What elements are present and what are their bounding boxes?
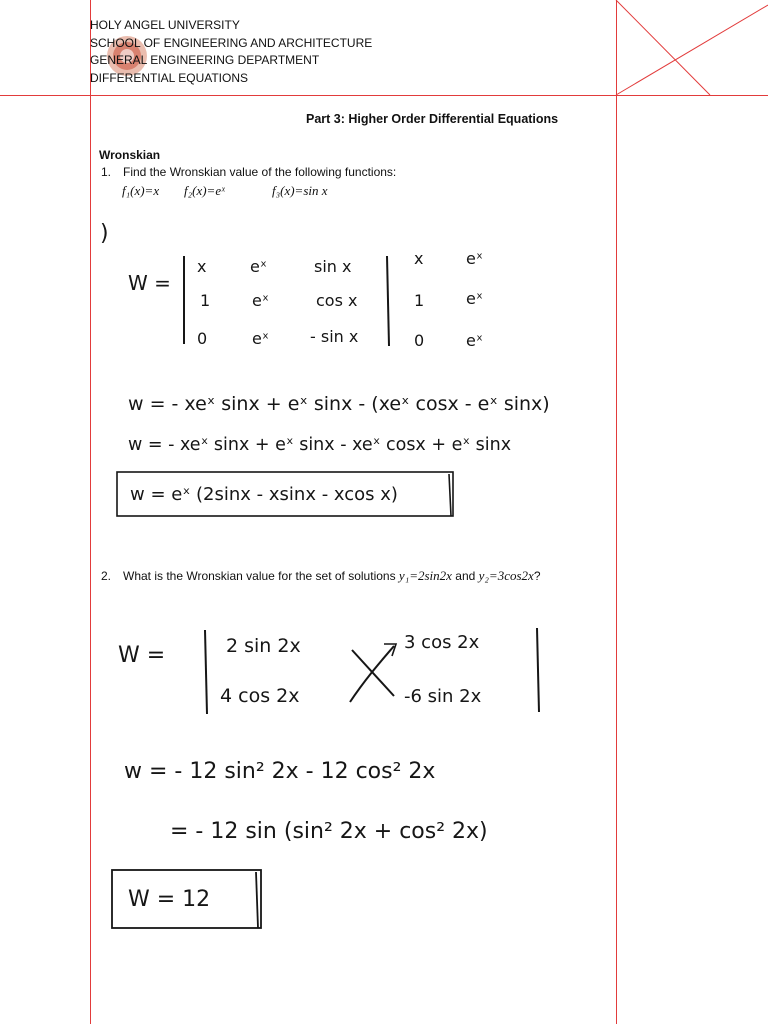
matrix-2-r2c1: 4 cos 2x — [220, 685, 300, 707]
extra-col-r1c1: x — [414, 249, 424, 268]
course-name: DIFFERENTIAL EQUATIONS — [90, 70, 249, 85]
solution-1-line-2: w = - xeˣ sinx + eˣ sinx - xeˣ cosx + eˣ sinx — [128, 435, 512, 455]
extra-col-r2c1: 1 — [414, 291, 425, 310]
extra-col-r1c2: eˣ — [466, 249, 483, 268]
solution-2-line-2: = - 12 sin (sin² 2x + cos² 2x) — [170, 819, 488, 844]
school-name: SCHOOL OF ENGINEERING AND ARCHITECTURE — [90, 35, 373, 50]
matrix-2-left-bar — [205, 630, 207, 714]
part-title: Part 3: Higher Order Differential Equations — [306, 112, 559, 126]
matrix-1-r3c3: - sin x — [310, 327, 359, 346]
solution-1-w-label: W = — [128, 271, 171, 295]
extra-col-r2c2: eˣ — [466, 289, 483, 308]
extra-col-r3c2: eˣ — [466, 331, 483, 350]
extra-col-r3c1: 0 — [414, 331, 425, 350]
solution-2-w-label: W = — [118, 643, 166, 668]
matrix-2-r2c2: -6 sin 2x — [404, 686, 482, 707]
solution-2-line-1: w = - 12 sin² 2x - 12 cos² 2x — [124, 759, 436, 784]
question-2-text-before: What is the Wronskian value for the set of solutions — [123, 569, 399, 583]
matrix-1-r1c3: sin x — [314, 257, 352, 276]
solution-1-mark: ) — [100, 221, 109, 246]
question-2-text-mid: and — [451, 569, 479, 583]
matrix-1-r2c2: eˣ — [252, 291, 269, 310]
question-1-number: 1. — [101, 165, 112, 179]
matrix-1-r2c3: cos x — [316, 291, 358, 310]
matrix-2-r1c1: 2 sin 2x — [226, 635, 301, 657]
question-1-text: Find the Wronskian value of the following functions: — [123, 165, 397, 179]
function-f3: f₃(x)=sin x — [272, 183, 328, 198]
matrix-2-right-bar — [537, 628, 539, 712]
matrix-1-r3c1: 0 — [197, 329, 208, 348]
department-name: GENERAL ENGINEERING DEPARTMENT — [90, 53, 320, 67]
function-f2: f₂(x)=eˣ — [184, 183, 225, 198]
function-f1: f₁(x)=x — [122, 183, 160, 198]
matrix-1-r3c2: eˣ — [252, 329, 269, 348]
solution-1-answer: w = eˣ (2sinx - xsinx - xcos x) — [130, 484, 398, 505]
solution-y2: y₂=3cos2x — [478, 568, 534, 583]
answer-box-2-double-edge — [256, 872, 258, 928]
question-2-number: 2. — [101, 569, 112, 583]
solution-1-line-1: w = - xeˣ sinx + eˣ sinx - (xeˣ cosx - eˣ sinx) — [128, 393, 550, 415]
matrix-1-r1c2: eˣ — [250, 257, 267, 276]
solution-2-answer: W = 12 — [128, 887, 211, 912]
question-2-text-after: ? — [533, 569, 541, 583]
section-title: Wronskian — [99, 148, 161, 162]
matrix-1-r2c1: 1 — [200, 291, 211, 310]
matrix-1-right-bar — [387, 256, 389, 346]
answer-box-1-double-edge — [449, 474, 451, 516]
university-name: HOLY ANGEL UNIVERSITY — [90, 18, 240, 32]
cross-multiply-mark — [350, 646, 394, 702]
matrix-1-r1c1: x — [197, 257, 207, 276]
matrix-2-r1c2: 3 cos 2x — [404, 632, 480, 653]
solution-y1: y₁=2sin2x — [398, 568, 452, 583]
